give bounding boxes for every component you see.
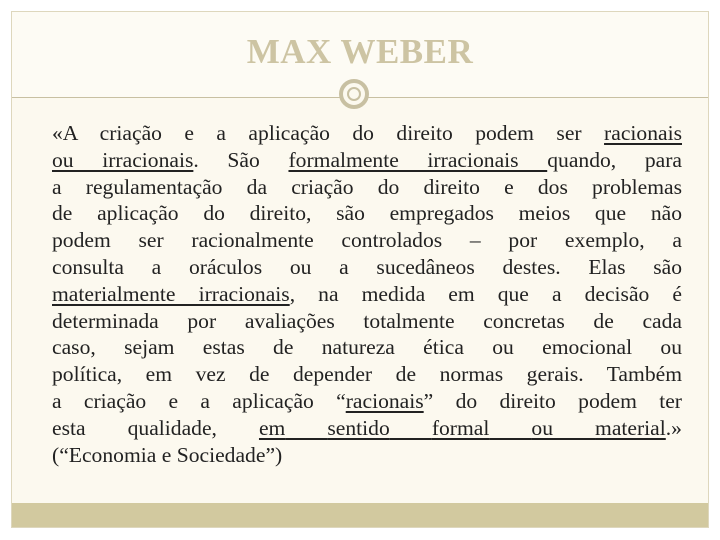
quote-line-4: de aplicação do direito, são empregados meios que não [52,201,682,226]
quote-line-5: podem ser racionalmente controlados – por exemplo, a [52,228,682,253]
quote-line-9: caso, sejam estas de natureza ética ou emocional ou [52,335,682,360]
title-ornament-circle [339,79,369,109]
quote-text: esta qualidade, [52,415,259,440]
quote-line-2 [52,147,682,174]
quote-text: a criação e a aplicação “ [52,388,346,413]
quote-text: quando, para [547,147,682,172]
quote-line-7 [52,281,682,308]
underlined-space [489,416,531,440]
underlined-term: materialmente irracionais [52,281,290,306]
underlined-space [285,416,327,440]
underlined-term: material [595,415,666,440]
quote-text: .» [665,415,682,440]
footer-band [12,503,708,527]
underlined-term: em [258,415,286,440]
quote-text: ” do direito podem ter [423,388,682,413]
quote-text: . São [193,147,289,172]
quote-line-10: política, em vez de depender de normas gerais. Também [52,362,682,387]
underlined-term: formal [431,415,490,440]
quote-body [52,120,682,468]
underlined-term: formalmente irracionais [288,147,548,172]
underlined-term: ou [531,415,553,440]
underlined-term: racionais [345,388,424,413]
underlined-space [390,416,432,440]
quote-line-8: determinada por avaliações totalmente concretas de cada [52,308,682,333]
slide-title: MAX WEBER [246,32,474,71]
underlined-term: ou irracionais [52,147,194,172]
quote-text: «A criação e a aplicação do direito podem ser [52,121,605,145]
quote-line-1 [52,120,682,147]
underlined-term: racionais [604,121,682,145]
title-ornament-inner-circle [347,87,361,101]
quote-line-11 [52,388,682,415]
quote-line-6: consulta a oráculos ou a sucedâneos destes. Elas são [52,254,682,279]
underlined-term: sentido [327,415,390,440]
quote-line-12 [52,415,682,442]
quote-citation: (“Economia e Sociedade”) [52,442,283,467]
underlined-space [553,416,595,440]
quote-line-3: a regulamentação da criação do direito e dos problemas [52,174,682,199]
quote-text: , na medida em que a decisão é [289,281,682,306]
